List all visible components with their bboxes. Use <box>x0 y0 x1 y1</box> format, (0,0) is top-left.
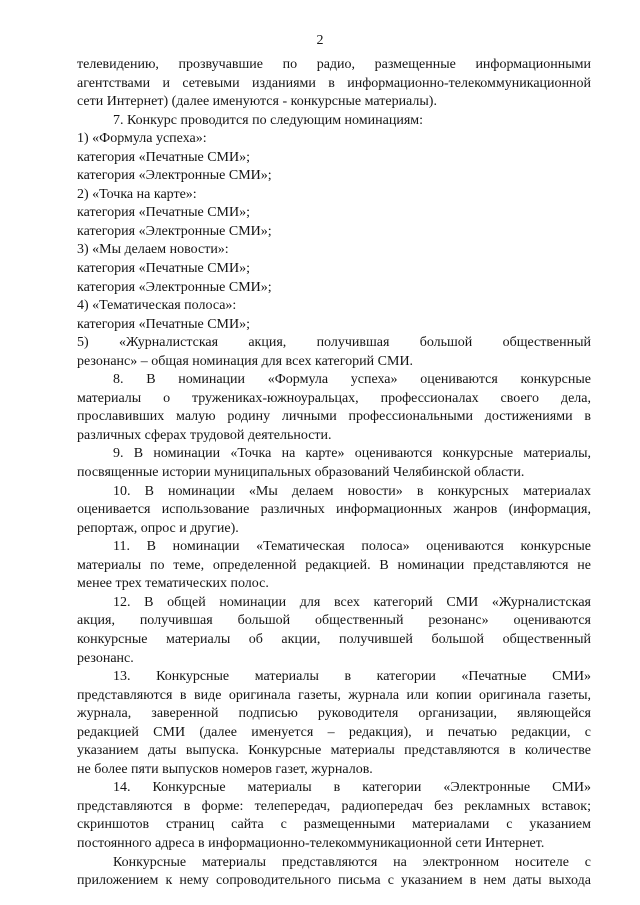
text-line: 10. В номинации «Мы делаем новости» в конкурсных материалах <box>113 483 591 499</box>
text-line: различных сферах трудовой деятельности. <box>77 427 332 443</box>
text-line: представляются в форме: телепередач, радиопередач без рекламных вставок; <box>77 798 591 814</box>
text-line: 9. В номинации «Точка на карте» оцениваются конкурсные материалы, <box>113 446 591 462</box>
text-line: категория «Электронные СМИ»; <box>77 279 272 295</box>
text-line: категория «Печатные СМИ»; <box>77 316 250 332</box>
text-line: акция, получившая большой общественный резонанс» оцениваются <box>77 613 591 629</box>
text-line: 14. Конкурсные материалы в категории «Электронные СМИ» <box>113 780 591 796</box>
text-line: категория «Печатные СМИ»; <box>77 149 250 165</box>
text-line: сети Интернет) (далее именуются - конкурсные материалы). <box>77 94 437 110</box>
text-line: 7. Конкурс проводится по следующим номинациям: <box>113 112 424 128</box>
text-line: 3) «Мы делаем новости»: <box>77 242 229 258</box>
text-line: агентствами и сетевыми изданиями в информационно-телекоммуникационной <box>77 75 591 91</box>
text-line: категория «Печатные СМИ»; <box>77 205 250 221</box>
text-line: 11. В номинации «Тематическая полоса» оцениваются конкурсные <box>113 539 591 555</box>
text-line: Конкурсные материалы представляются на электронном носителе с <box>113 854 591 870</box>
text-line: 5) «Журналистская акция, получившая большой общественный <box>77 335 591 351</box>
text-line: категория «Электронные СМИ»; <box>77 168 272 184</box>
text-line: указанием даты выпуска. Конкурсные материалы представляются в количестве <box>77 743 591 759</box>
text-line: не более пяти выпусков номеров газет, журналов. <box>77 761 373 777</box>
text-line: 2) «Точка на карте»: <box>77 186 197 202</box>
text-line: материалы по теме, определенной редакцией. В номинации представляются не <box>77 557 591 573</box>
text-line: прославивших малую родину личными профессиональными достижениями в <box>77 409 591 425</box>
text-line: 4) «Тематическая полоса»: <box>77 298 237 314</box>
document-body <box>77 56 591 891</box>
text-line: конкурсные материалы об акции, получившей большой общественный <box>77 631 591 647</box>
text-line: менее трех тематических полос. <box>77 576 269 592</box>
text-line: оценивается использование различных информационных жанров (информация, <box>77 502 591 518</box>
text-line: приложением к нему сопроводительного письма с указанием в нем даты выхода <box>77 873 591 889</box>
text-line: постоянного адреса в информационно-телекоммуникационной сети Интернет. <box>77 835 545 851</box>
text-line: 12. В общей номинации для всех категорий СМИ «Журналистская <box>113 594 591 610</box>
text-line: редакцией СМИ (далее именуется – редакция), и печатью редакции, с <box>77 724 591 740</box>
text-line: категория «Электронные СМИ»; <box>77 223 272 239</box>
text-line: резонанс» – общая номинация для всех категорий СМИ. <box>77 353 414 369</box>
text-line: телевидению, прозвучавшие по радио, размещенные информационными <box>77 57 591 72</box>
page-number: 2 <box>316 33 324 48</box>
text-line: 8. В номинации «Формула успеха» оцениваются конкурсные <box>113 372 591 388</box>
text-line: категория «Печатные СМИ»; <box>77 261 250 277</box>
text-line: посвященные истории муниципальных образований Челябинской области. <box>77 465 525 481</box>
text-line: 13. Конкурсные материалы в категории «Печатные СМИ» <box>113 669 591 685</box>
text-line: материалы о тружениках-южноуральцах, профессионалах своего дела, <box>77 390 591 406</box>
text-line: скриншотов страниц сайта с размещенными материалами с указанием <box>77 817 591 833</box>
text-line: репортаж, опрос и другие). <box>77 520 239 536</box>
text-line: 1) «Формула успеха»: <box>77 131 207 147</box>
text-line: резонанс. <box>77 650 134 666</box>
text-line: представляются в виде оригинала газеты, журнала или копии оригинала газеты, <box>77 687 591 703</box>
text-line: журнала, заверенной подписью руководителя организации, являющейся <box>77 706 591 722</box>
